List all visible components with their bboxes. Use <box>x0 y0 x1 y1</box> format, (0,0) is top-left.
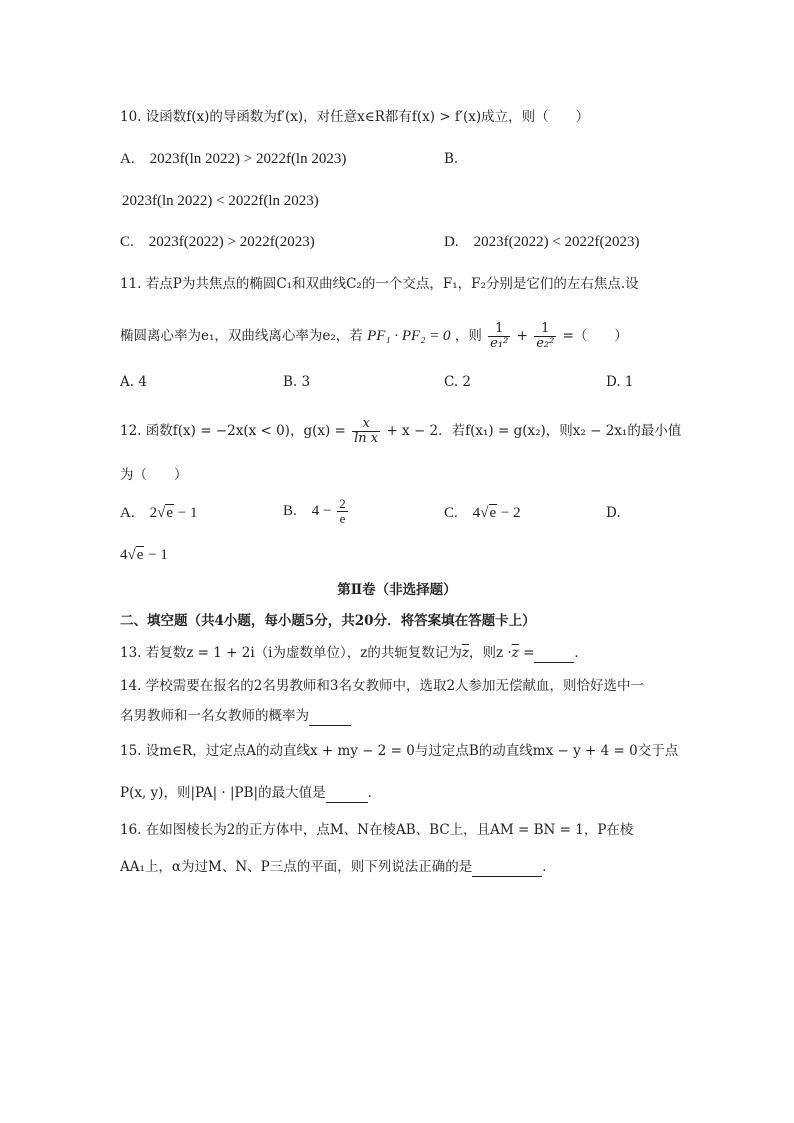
q12-stem1-a: 12. 函数f(x) = −2x(x < 0)，g(x) = <box>120 423 346 439</box>
q11-option-a: A. 4 <box>120 374 147 390</box>
q16-line2: AA₁上，α为过M、N、P三点的平面，则下列说法正确的是 ． <box>120 859 556 875</box>
q11-vector-dot-product: PF₁ · PF₂ = 0 <box>367 328 451 344</box>
q12-option-d-label: D. <box>606 505 621 521</box>
q11-fraction-1: $\frac{1}{\text{e₁²}}$ <box>490 321 509 351</box>
q11-option-b: B. 3 <box>283 374 311 390</box>
q12-stem-line1 <box>120 416 681 446</box>
q12-stem1-b: + x − 2．若f(x₁) = g(x₂)，则x₂ − 2x₁的最小值 <box>386 423 682 439</box>
q15-line2: P(x, y)，则|PA| · |PB|的最大值是 ． <box>120 785 382 801</box>
q10-option-d: D. 2023f(2022) < 2022f(2023) <box>444 234 640 250</box>
q16-line1: 16. 在如图棱长为2的正方体中，点M、N在棱AB、BC上，且AM = BN = 1，P在棱 <box>120 822 634 838</box>
q12-option-c: C. 4√e − 2 <box>444 505 521 521</box>
q14-line2: 名男教师和一名女教师的概率为 <box>120 706 351 726</box>
q10-option-b-label: B. <box>444 151 459 167</box>
q11-stem2-then: ，则 <box>454 328 482 344</box>
q13-answer-blank[interactable] <box>534 648 574 663</box>
q13-line: 13. 若复数z = 1 + 2i（i为虚数单位），z的共轭复数记为$\overline{z}$，则$z \cdot\overline{z}$ = ． <box>120 645 588 661</box>
q11-option-d: D. 1 <box>606 374 634 390</box>
q11-stem-line1: 11. 若点P为共焦点的椭圆C₁和双曲线C₂的一个交点，F₁，F₂分别是它们的左右焦点.设 <box>120 276 639 292</box>
section2-title: 二、填空题（共4小题，每小题5分，共20分．将答案填在答题卡上） <box>120 613 536 629</box>
q15-line1: 15. 设m∈R，过定点A的动直线x + my − 2 = 0与过定点B的动直线mx − y + 4 = 0交于点 <box>120 743 679 759</box>
q11-stem2-text: 椭圆离心率为e₁，双曲线离心率为e₂，若 <box>120 328 363 344</box>
q10-option-a: A. 2023f(ln 2022) > 2022f(ln 2023) <box>120 151 347 167</box>
q11-stem-line2 <box>120 321 628 351</box>
q10-stem: 10. 设函数f(x)的导函数为f′(x)，对任意x∈R都有f(x) > f′(x)成立，则（ ） <box>120 109 590 125</box>
q14-line1: 14. 学校需要在报名的2名男教师和3名女教师中，选取2人参加无偿献血，则恰好选中一 <box>120 678 645 694</box>
part2-title: 第Ⅱ卷（非选择题） <box>337 582 457 598</box>
q16-answer-blank[interactable] <box>472 862 542 877</box>
q12-option-d: 4√e − 1 <box>120 547 168 563</box>
q12-option-b: B. 4 − $\frac{2}{e}$ <box>283 496 346 527</box>
q12-option-a: A. 2√e − 1 <box>120 505 198 521</box>
q11-fraction-2: $\frac{1}{\text{e₂²}}$ <box>536 321 555 351</box>
q12-fraction: $\frac{x}{\text{ln x}}$ <box>354 416 379 446</box>
q11-option-c: C. 2 <box>444 374 472 390</box>
q10-option-c: C. 2023f(2022) > 2022f(2023) <box>120 234 315 250</box>
q11-plus: + <box>516 328 528 344</box>
q15-answer-blank[interactable] <box>326 788 368 803</box>
q11-stem2-end: =（ ） <box>562 328 628 344</box>
q10-option-b: 2023f(ln 2022) < 2022f(ln 2023) <box>122 193 319 209</box>
q12-stem-line2: 为（ ） <box>120 467 188 483</box>
q14-answer-blank[interactable] <box>309 711 351 726</box>
